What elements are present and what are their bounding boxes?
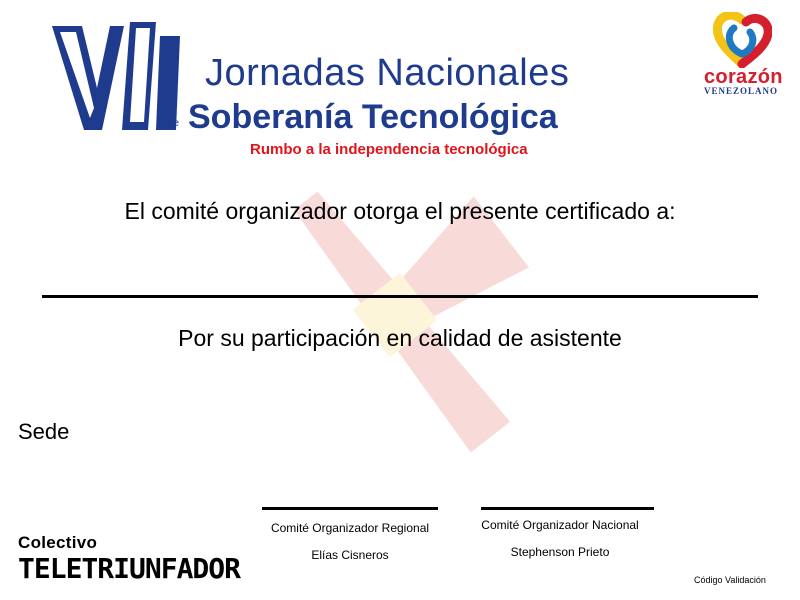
venue-label: Sede (18, 419, 70, 444)
signature-line-regional (262, 507, 438, 510)
sponsor-subtitle: VENEZOLANO (704, 86, 779, 96)
event-title-line1: Jornadas Nacionales (205, 52, 570, 94)
collective-name-logo: TELETRIUNFADOR (18, 552, 241, 585)
signature-title-national: Comité Organizador Nacional (481, 518, 639, 532)
validation-code-label: Código Validación (694, 575, 766, 585)
sponsor-wordmark: corazón (704, 66, 783, 88)
vi-logo-icon (52, 18, 182, 138)
signature-line-national (481, 507, 654, 510)
certificate-granted-text: El comité organizador otorga el presente certificado a: (124, 198, 676, 224)
signature-name-national: Stephenson Prieto (510, 545, 610, 559)
signature-title-regional: Comité Organizador Regional (270, 521, 430, 535)
signature-name-regional: Elías Cisneros (311, 548, 389, 562)
participation-text: Por su participación en calidad de asistente (178, 325, 622, 351)
collective-label: Colectivo (18, 533, 98, 552)
event-title-connector: de (168, 118, 180, 129)
corazon-heart-icon (712, 12, 772, 68)
event-slogan: Rumbo a la independencia tecnológica (250, 141, 528, 158)
recipient-name-line (42, 295, 758, 298)
event-title-line2: Soberanía Tecnológica (188, 98, 558, 136)
